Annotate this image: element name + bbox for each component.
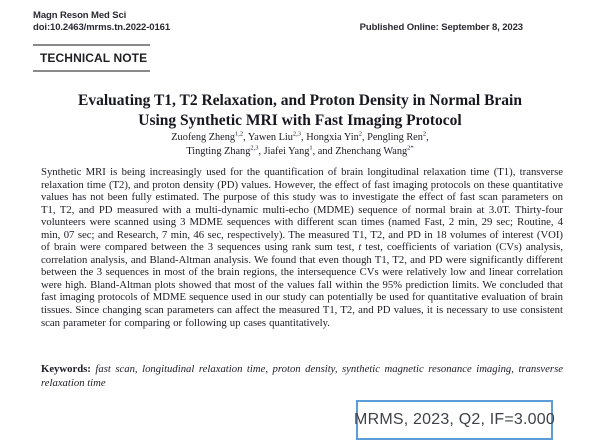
masthead-left <box>33 10 170 33</box>
keywords: Keywords: fast scan, longitudinal relaxation time, proton density, synthetic magnetic resonance imaging, transverse relaxation time <box>41 363 563 389</box>
journal-metrics-badge <box>356 400 553 440</box>
abstract-text: Synthetic MRI is being increasingly used for the quantification of brain longitudinal relaxation time (T1), transverse relaxation time (T2), and proton density (PD) values. However, the effect of fast imaging protocols on these quantitative values has not been fully estimated. The purpose of this study was to investigate the effect of fast scan parameters on T1, T2, and PD measured with a multi-dynamic multi-echo (MDME) sequence of normal brain at 3.0T. Thirty-four volunteers were scanned using 3 MDME sequences with different scan times (named Fast, 2 min, 29 sec; Routine, 4 min, 07 sec; and Research, 7 min, 46 sec, respectively). The measured T1, T2, and PD in 18 volumes of interest (VOI) of brain were compared between the 3 sequences using rank sum test, t test, coefficients of variation (CVs) analysis, correlation analysis, and Bland-Altman analysis. We found that even though T1, T2, and PD were significantly different between the 3 sequences in most of the brain regions, the intersequence CVs were relatively low and linear correlation were high. Bland-Altman plots showed that most of the values fall within the 95% prediction limits. We concluded that fast imaging protocols of MDME sequence used in our study can potentially be used for quantitative evaluation of brain tissues. Since changing scan parameters can affect the measured T1, T2, and PD values, it is necessary to use consistent scan parameter for comparing or following up cases quantitatively. <box>41 166 563 329</box>
paper-title-line2: Using Synthetic MRI with Fast Imaging Protocol <box>138 112 462 130</box>
doi: doi:10.2463/mrms.tn.2022-0161 <box>33 21 171 33</box>
published-online: Published Online: September 8, 2023 <box>359 21 523 33</box>
article-type-label: TECHNICAL NOTE <box>40 51 148 65</box>
masthead <box>33 10 567 33</box>
author-list <box>0 131 600 159</box>
author-line-2: Tingting Zhang$^{2,3}$, Jiafei Yang$^1$, and Zhenchang Wang$^{2*}$ <box>186 144 414 157</box>
article-type-badge <box>33 44 150 72</box>
paper-title <box>0 91 600 131</box>
journal-metrics-text: MRMS, 2023, Q2, IF=3.000 <box>354 411 555 428</box>
paper-title-line1: Evaluating T1, T2 Relaxation, and Proton Density in Normal Brain <box>78 92 522 110</box>
journal-name: Magn Reson Med Sci <box>33 10 127 21</box>
author-line-1: Zuofeng Zheng$^{1,2}$, Yawen Liu$^{2,3}$, Hongxia Yin$^2$, Pengling Ren$^2$, <box>171 130 429 143</box>
